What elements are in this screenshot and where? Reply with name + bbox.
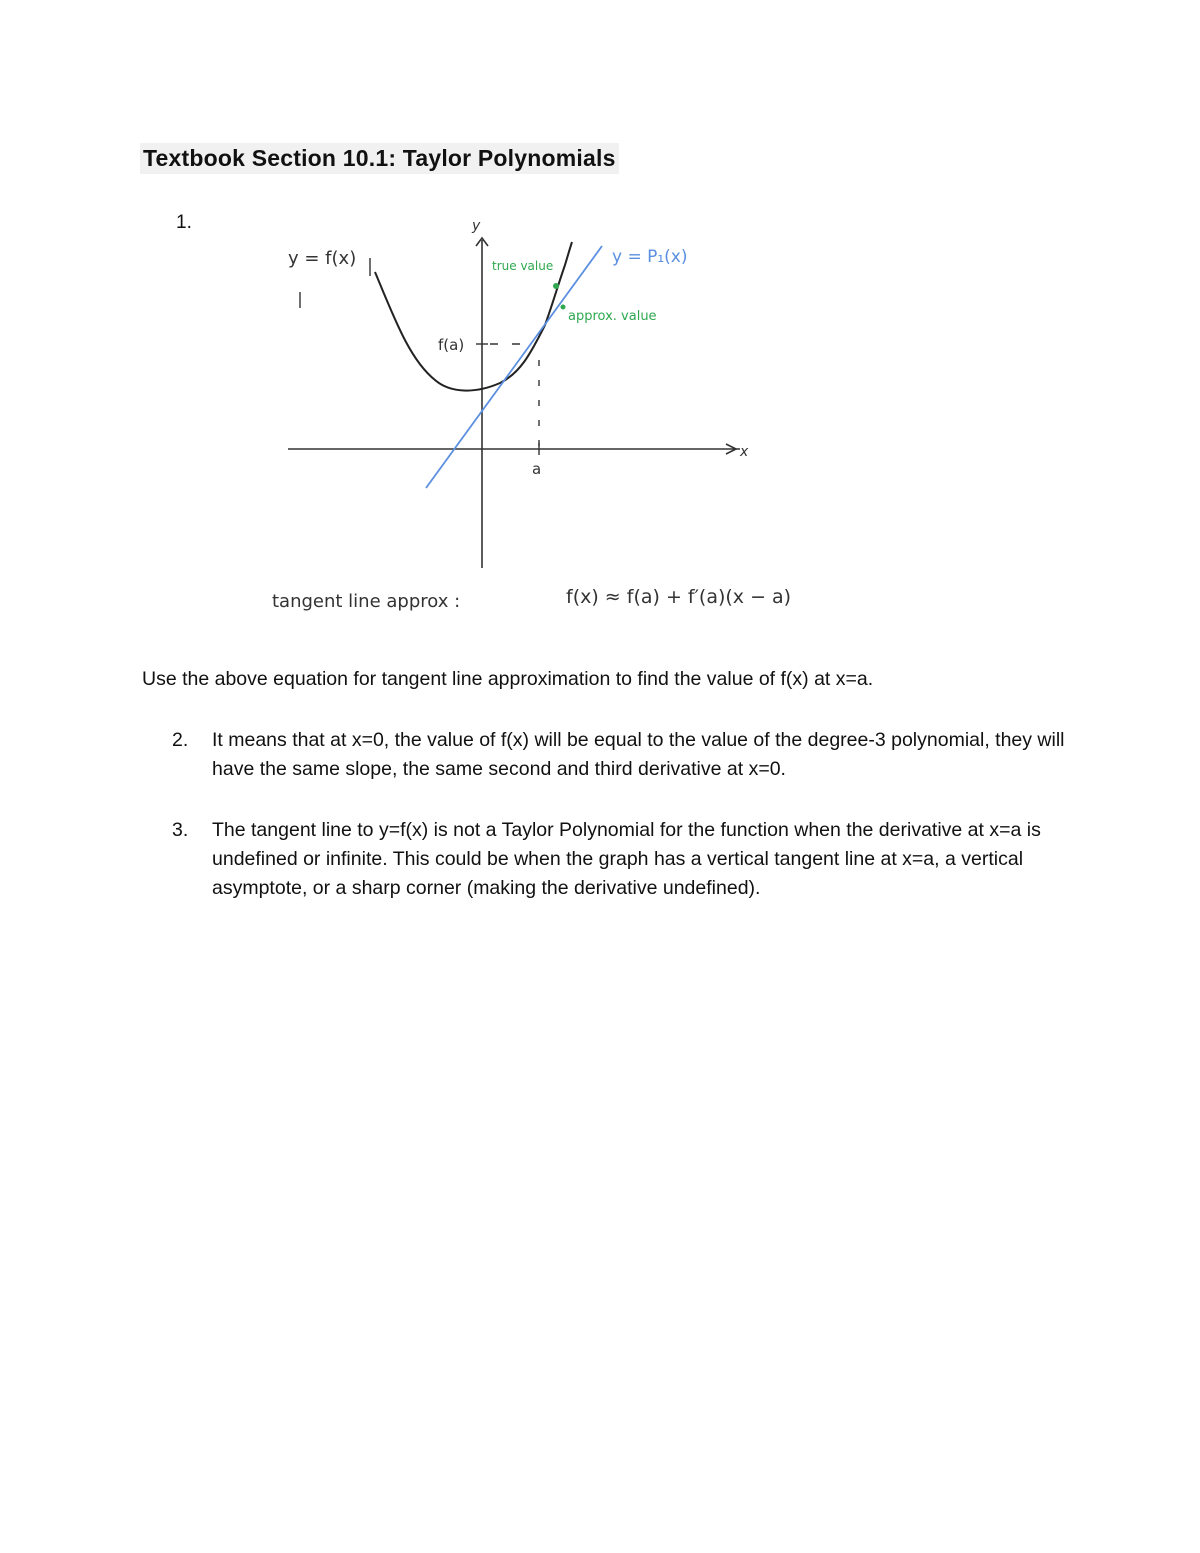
true-value-point	[553, 283, 559, 289]
a-label: a	[532, 460, 542, 478]
fa-label: f(a)	[438, 336, 465, 354]
formula: f(x) ≈ f(a) + f′(a)(x − a)	[566, 586, 792, 608]
tangent-line-sketch	[260, 210, 860, 630]
formula-caption: tangent line approx :	[272, 591, 461, 612]
tangent-line-figure	[260, 210, 860, 630]
tangent-line	[426, 246, 602, 488]
y-axis-label: y	[472, 218, 481, 234]
item-3-text: The tangent line to y=f(x) is not a Taylor Polynomial for the function when the derivative at x=a is undefined or infinite. This could be when the graph has a vertical tangent line at x=a, a vertical asymptote, or a sharp corner (making the derivative undefined).	[212, 819, 1041, 899]
true-value-label: true value	[492, 259, 554, 273]
item-2-text: It means that at x=0, the value of f(x) will be equal to the value of the degree-3 polynomial, they will have the same slope, the same second and third derivative at x=0.	[212, 729, 1065, 780]
item-1-number: 1.	[176, 212, 192, 233]
tangent-label: y = P₁(x)	[612, 247, 688, 267]
item-2-number: 2.	[172, 729, 189, 751]
list-item-2	[172, 726, 1072, 784]
list-item-3	[172, 816, 1072, 903]
curve-label: y = f(x)	[288, 248, 357, 269]
instruction-text: Use the above equation for tangent line approximation to find the value of f(x) at x=a.	[142, 668, 874, 690]
item-3-number: 3.	[172, 819, 189, 841]
x-axis-label: x	[740, 444, 749, 460]
approx-value-label: approx. value	[568, 309, 657, 324]
approx-value-point	[561, 305, 566, 310]
page-title: Textbook Section 10.1: Taylor Polynomials	[140, 143, 619, 174]
